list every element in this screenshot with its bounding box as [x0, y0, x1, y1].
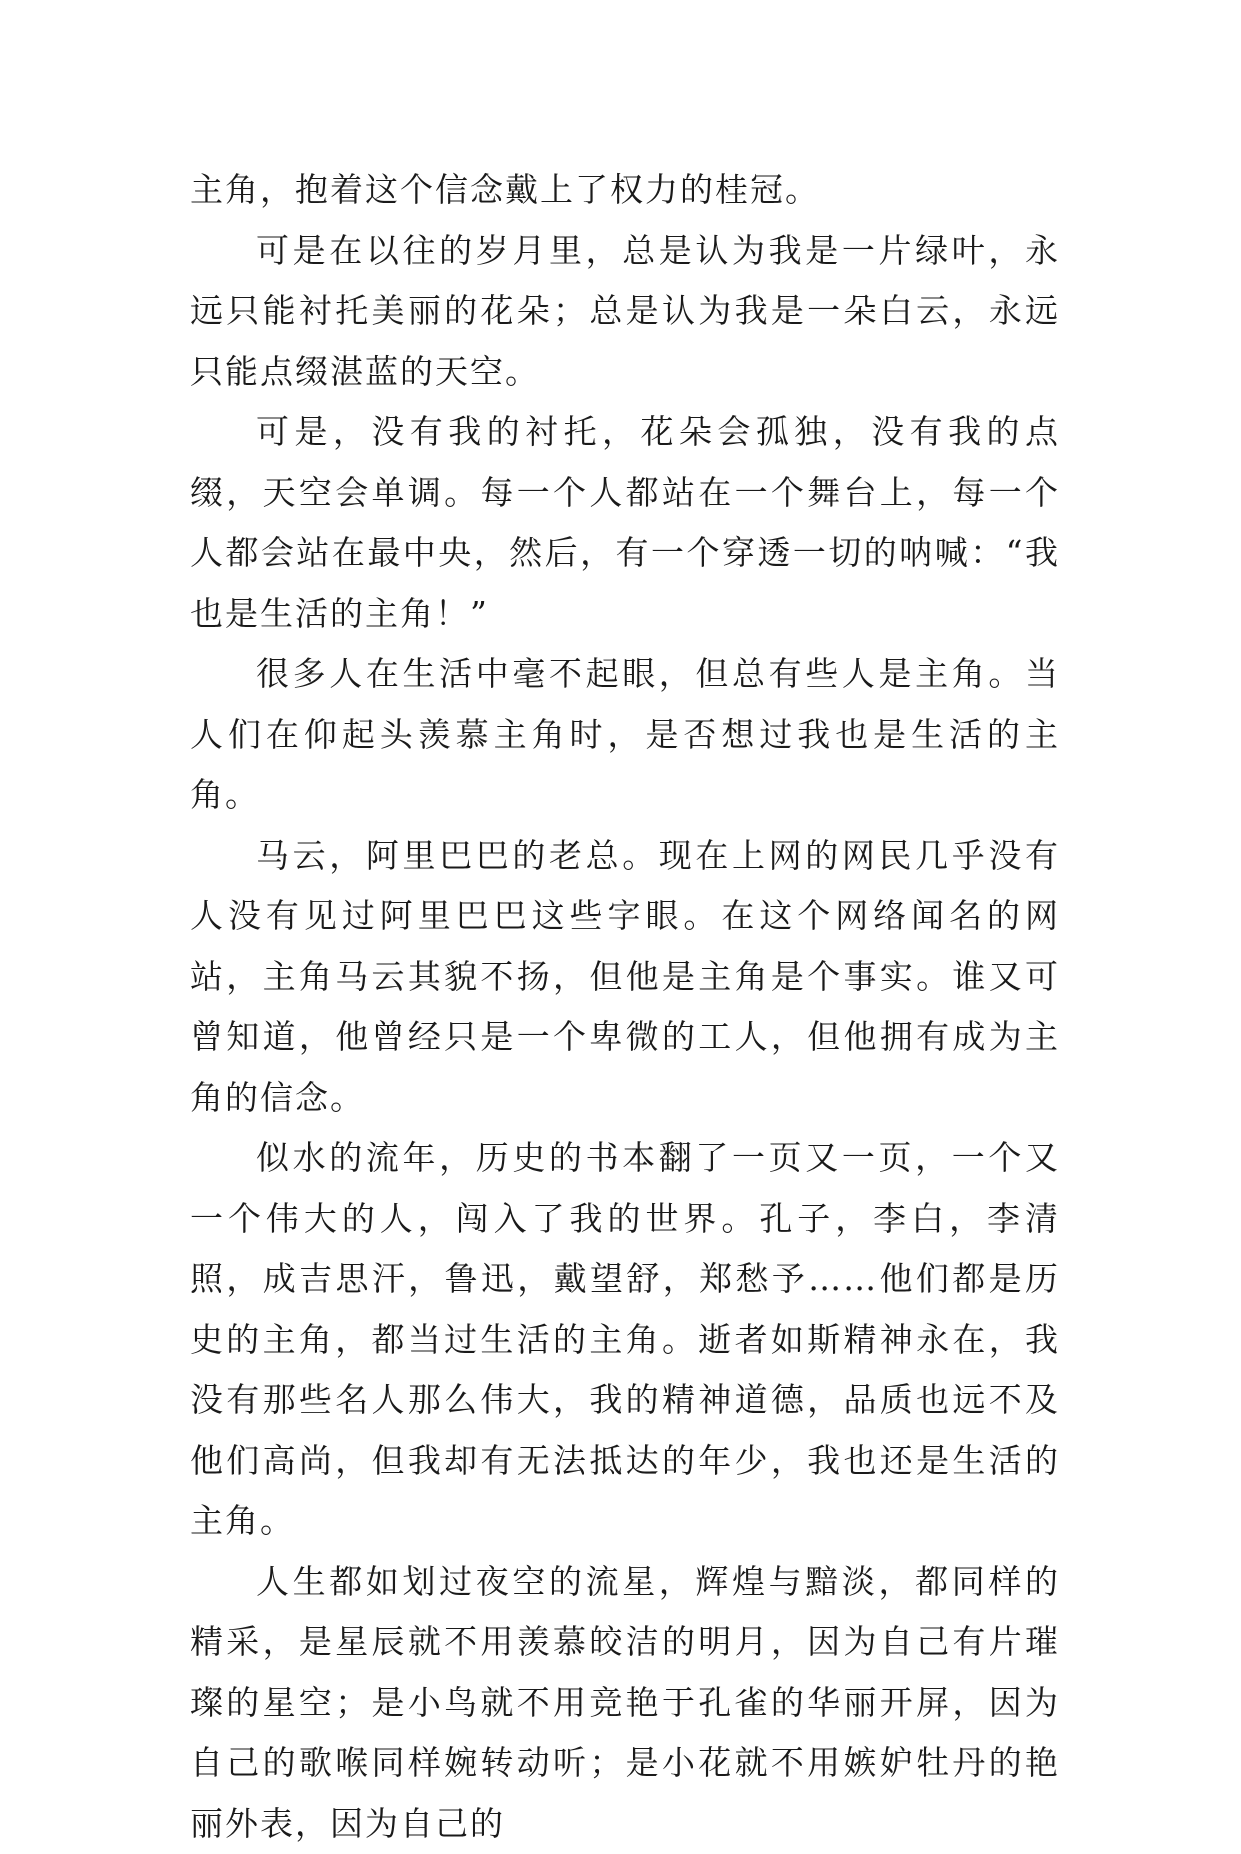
paragraph: 可是在以往的岁月里，总是认为我是一片绿叶，永远只能衬托美丽的花朵；总是认为我是一朵白云，永远只能点缀湛蓝的天空。 — [190, 221, 1060, 403]
document-body — [190, 160, 1060, 1854]
paragraph: 主角，抱着这个信念戴上了权力的桂冠。 — [190, 160, 1060, 221]
paragraph: 马云，阿里巴巴的老总。现在上网的网民几乎没有人没有见过阿里巴巴这些字眼。在这个网络闻名的网站，主角马云其貌不扬，但他是主角是个事实。谁又可曾知道，他曾经只是一个卑微的工人，但他拥有成为主角的信念。 — [190, 826, 1060, 1129]
paragraph: 很多人在生活中毫不起眼，但总有些人是主角。当人们在仰起头羡慕主角时，是否想过我也是生活的主角。 — [190, 644, 1060, 826]
paragraph: 似水的流年，历史的书本翻了一页又一页，一个又一个伟大的人，闯入了我的世界。孔子，李白，李清照，成吉思汗，鲁迅，戴望舒，郑愁予……他们都是历史的主角，都当过生活的主角。逝者如斯精神永在，我没有那些名人那么伟大，我的精神道德，品质也远不及他们高尚，但我却有无法抵达的年少，我也还是生活的主角。 — [190, 1128, 1060, 1552]
paragraph: 可是，没有我的衬托，花朵会孤独，没有我的点缀，天空会单调。每一个人都站在一个舞台上，每一个人都会站在最中央，然后，有一个穿透一切的呐喊：“我也是生活的主角！” — [190, 402, 1060, 644]
paragraph: 人生都如划过夜空的流星，辉煌与黯淡，都同样的精采，是星辰就不用羡慕皎洁的明月，因为自己有片璀璨的星空；是小鸟就不用竞艳于孔雀的华丽开屏，因为自己的歌喉同样婉转动听；是小花就不用嫉妒牡丹的艳丽外表，因为自己的 — [190, 1552, 1060, 1854]
